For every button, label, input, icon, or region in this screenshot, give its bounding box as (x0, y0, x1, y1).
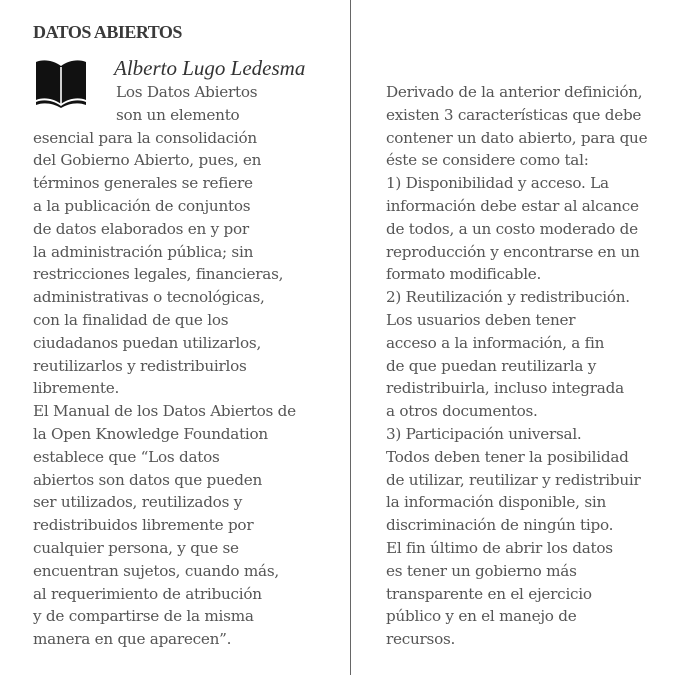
text-line: discriminación de ningún tipo. (386, 516, 614, 535)
text-line: con la finalidad de que los (33, 310, 229, 329)
text-line: la información disponible, sin (386, 493, 607, 512)
text-line: 3) Participación universal. (386, 424, 582, 443)
text-line: Los Datos Abiertos (116, 83, 258, 101)
text-line: 2) Reutilización y redistribución. (386, 288, 630, 307)
text-line: redistribuirla, incluso integrada (386, 379, 624, 398)
text-line: formato modificable. (386, 265, 542, 284)
text-line: recursos. (386, 630, 456, 649)
text-line: cualquier persona, y que se (33, 538, 239, 557)
column-divider (350, 0, 351, 675)
text-line: redistribuidos libremente por (33, 516, 254, 535)
left-column (33, 81, 333, 651)
text-line: es tener un gobierno más (386, 561, 577, 580)
text-line: reproducción y encontrarse en un (386, 242, 640, 261)
text-line: éste se considere como tal: (386, 151, 589, 170)
text-line: del Gobierno Abierto, pues, en (33, 151, 262, 170)
text-line: restricciones legales, financieras, (33, 265, 284, 284)
text-line: administrativas o tecnológicas, (33, 288, 265, 307)
text-line: transparente en el ejercicio (386, 584, 592, 603)
text-line: de todos, a un costo moderado de (386, 219, 638, 238)
text-line: términos generales se refiere (33, 174, 253, 193)
text-line: información debe estar al alcance (386, 196, 639, 215)
text-line: la administración pública; sin (33, 242, 254, 261)
text-line: esencial para la consolidación (33, 128, 257, 147)
text-line: a otros documentos. (386, 402, 538, 421)
text-line: de utilizar, reutilizar y redistribuir (386, 470, 641, 489)
text-line: son un elemento (116, 105, 240, 124)
text-line: y de compartirse de la misma (33, 607, 254, 626)
text-line: acceso a la información, a fin (386, 333, 605, 352)
section-title: DATOS ABIERTOS (33, 22, 182, 42)
text-line: ser utilizados, reutilizados y (33, 493, 243, 512)
text-line: al requerimiento de atribución (33, 584, 262, 603)
text-line: de datos elaborados en y por (33, 219, 249, 238)
text-line: 1) Disponibilidad y acceso. La (386, 174, 609, 193)
text-line: Los usuarios deben tener (386, 310, 576, 329)
text-line: El fin último de abrir los datos (386, 538, 613, 557)
text-line: manera en que aparecen”. (33, 630, 232, 649)
text-line: ciudadanos puedan utilizarlos, (33, 333, 262, 352)
text-line: existen 3 características que debe (386, 105, 642, 124)
text-line: reutilizarlos y redistribuirlos (33, 356, 247, 375)
text-line: El Manual de los Datos Abiertos de (33, 402, 296, 421)
text-line: a la publicación de conjuntos (33, 196, 251, 215)
right-column (386, 81, 686, 651)
text-line: Todos deben tener la posibilidad (386, 447, 629, 466)
text-line: encuentran sujetos, cuando más, (33, 561, 279, 580)
author-name: Alberto Lugo Ledesma (114, 56, 306, 80)
text-line: abiertos son datos que pueden (33, 470, 262, 489)
text-line: Derivado de la anterior definición, (386, 83, 643, 101)
text-line: libremente. (33, 379, 120, 398)
text-line: la Open Knowledge Foundation (33, 424, 268, 443)
text-line: contener un dato abierto, para que (386, 128, 648, 147)
text-line: público y en el manejo de (386, 607, 577, 626)
text-line: de que puedan reutilizarla y (386, 356, 597, 375)
text-line: establece que “Los datos (33, 447, 220, 466)
